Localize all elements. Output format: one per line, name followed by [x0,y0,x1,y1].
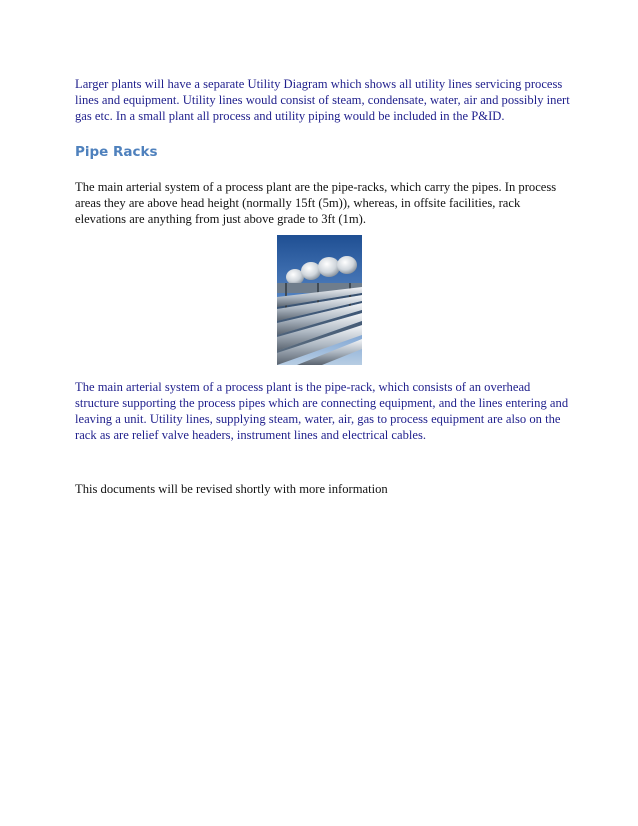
pipe-rack-description-paragraph: The main arterial system of a process plant is the pipe-rack, which consists of an overhead structure supporting the process pipes which are connecting equipment, and the lines entering and leaving a unit. Utility lines, supplying steam, water, air, gas to process equipment are also on the rack as are relief valve headers, instrument lines and electrical cables. [75,380,569,442]
pipe-racks-heading: Pipe Racks [75,144,158,160]
pipe-rack-photo [277,235,362,365]
revision-note-paragraph: This documents will be revised shortly with more information [75,482,388,496]
utility-diagram-paragraph: Larger plants will have a separate Utility Diagram which shows all utility lines servicing process lines and equipment. Utility lines would consist of steam, condensate, water, air and possibly inert gas etc. In a small plant all process and utility piping would be included in the P&ID. [75,77,570,123]
pipe-racks-intro-paragraph: The main arterial system of a process plant are the pipe-racks, which carry the pipes. In process areas they are above head height (normally 15ft (5m)), whereas, in offsite facilities, rack elevations are anything from just above grade to 3ft (1m). [75,180,557,226]
